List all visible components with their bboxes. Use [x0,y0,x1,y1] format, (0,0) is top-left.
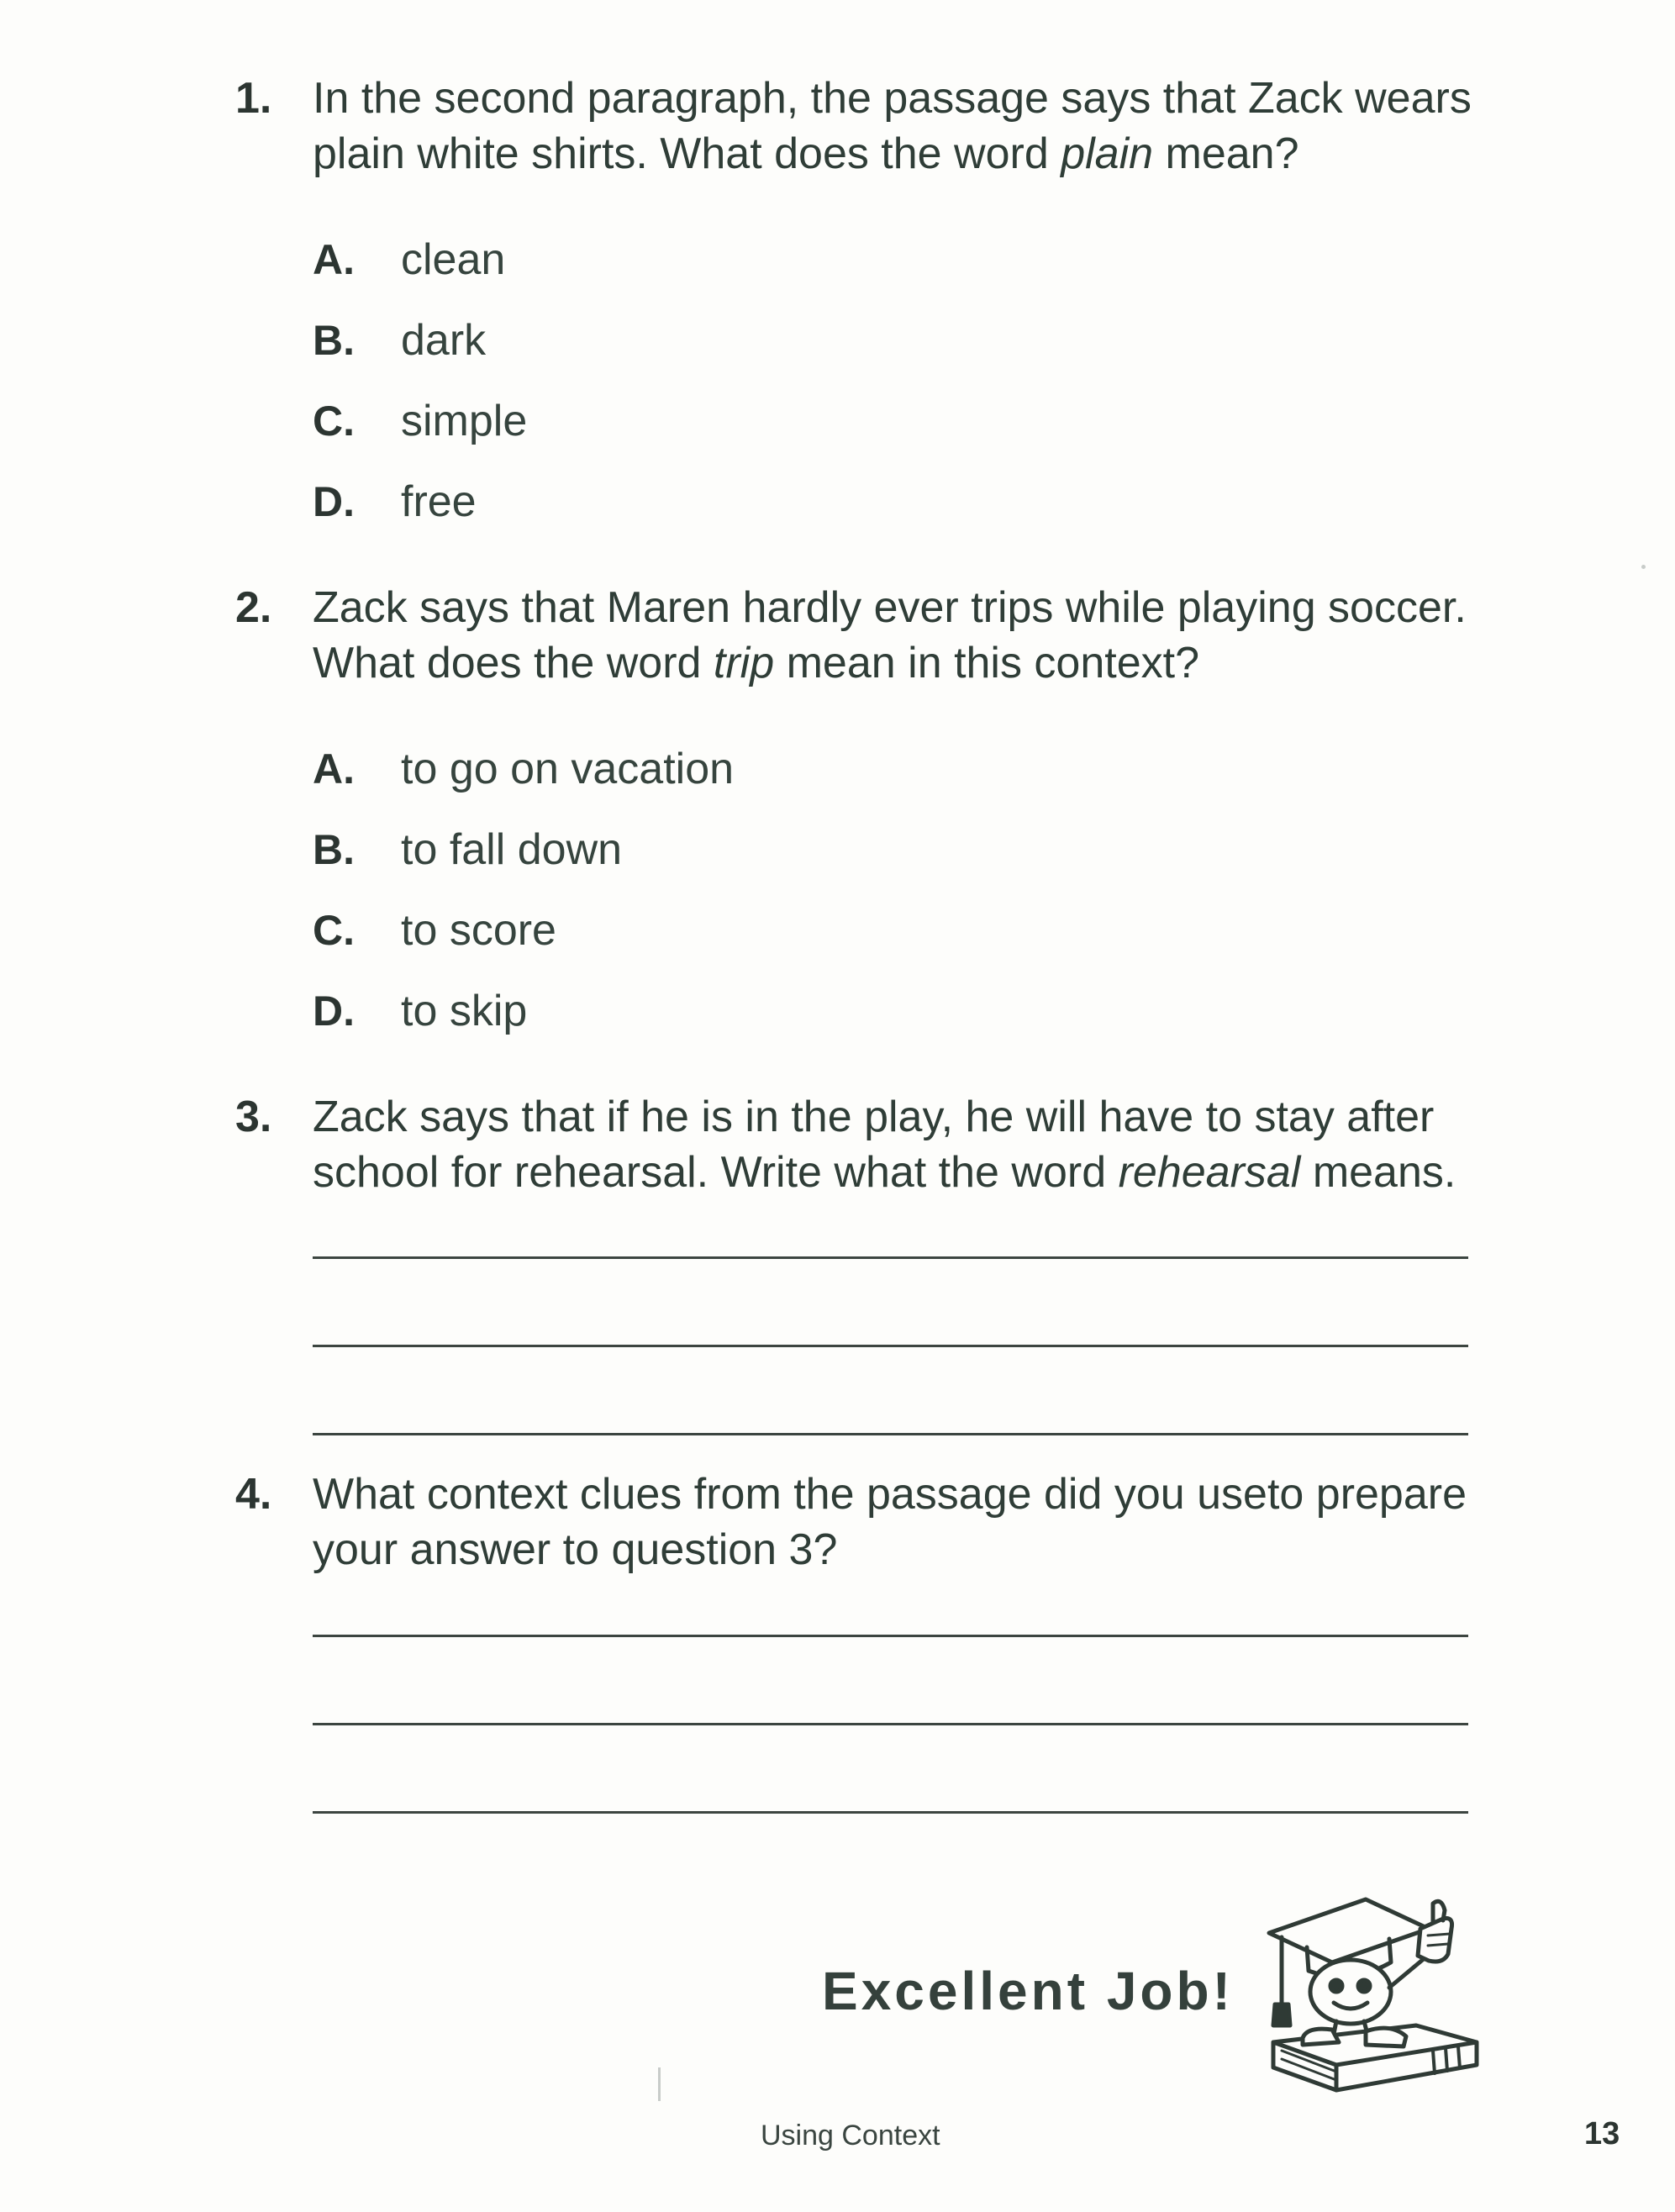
option-text: to go on vacation [401,745,735,793]
footer-section-title: Using Context [761,2120,940,2151]
question-number: 1. [235,74,272,123]
option-a[interactable] [313,230,1069,289]
scan-mark [1641,565,1646,569]
question-number: 2. [235,583,272,632]
excellent-job-message: Excellent Job! [822,1961,1234,2021]
option-letter: A. [313,745,355,793]
option-letter: B. [313,317,355,364]
option-text: to skip [401,987,528,1035]
option-letter: D. [313,478,355,525]
option-c[interactable] [313,392,1069,450]
question-text: Zack says that if he is in the play, he will have to stay after school for rehearsal. Write what the word rehearsal means. [313,1093,1456,1197]
answer-line-q4-2[interactable] [313,1723,1468,1725]
answer-line-q4-1[interactable] [313,1635,1468,1637]
question-text: Zack says that Maren hardly ever trips while playing soccer. What does the word trip mean in this context? [313,583,1467,687]
answer-line-q4-3[interactable] [313,1811,1468,1814]
option-a[interactable] [313,740,1069,798]
option-text: clean [401,235,506,284]
option-text: to score [401,906,556,955]
page-number: 13 [1584,2116,1620,2151]
answer-line-q3-2[interactable] [313,1345,1468,1347]
question-number: 3. [235,1093,272,1141]
option-letter: A. [313,236,355,283]
option-letter: B. [313,826,355,873]
option-b[interactable] [313,311,1069,370]
graduate-book-mascot-icon [1256,1878,1492,2097]
option-text: to fall down [401,825,623,874]
question-text: In the second paragraph, the passage says that Zack wears plain white shirts. What does the word plain mean? [313,74,1472,178]
question-number: 4. [235,1470,272,1519]
option-text: dark [401,316,487,365]
option-b[interactable] [313,820,1069,879]
answer-line-q3-1[interactable] [313,1256,1468,1259]
option-c[interactable] [313,901,1069,960]
option-text: free [401,477,477,526]
question-text: What context clues from the passage did you useto prepare your answer to question 3? [313,1470,1467,1574]
option-d[interactable] [313,982,1069,1040]
option-letter: C. [313,398,355,445]
scan-mark [658,2067,661,2101]
option-text: simple [401,397,528,445]
answer-line-q3-3[interactable] [313,1433,1468,1435]
option-letter: D. [313,988,355,1035]
option-letter: C. [313,907,355,954]
option-d[interactable] [313,472,1069,531]
